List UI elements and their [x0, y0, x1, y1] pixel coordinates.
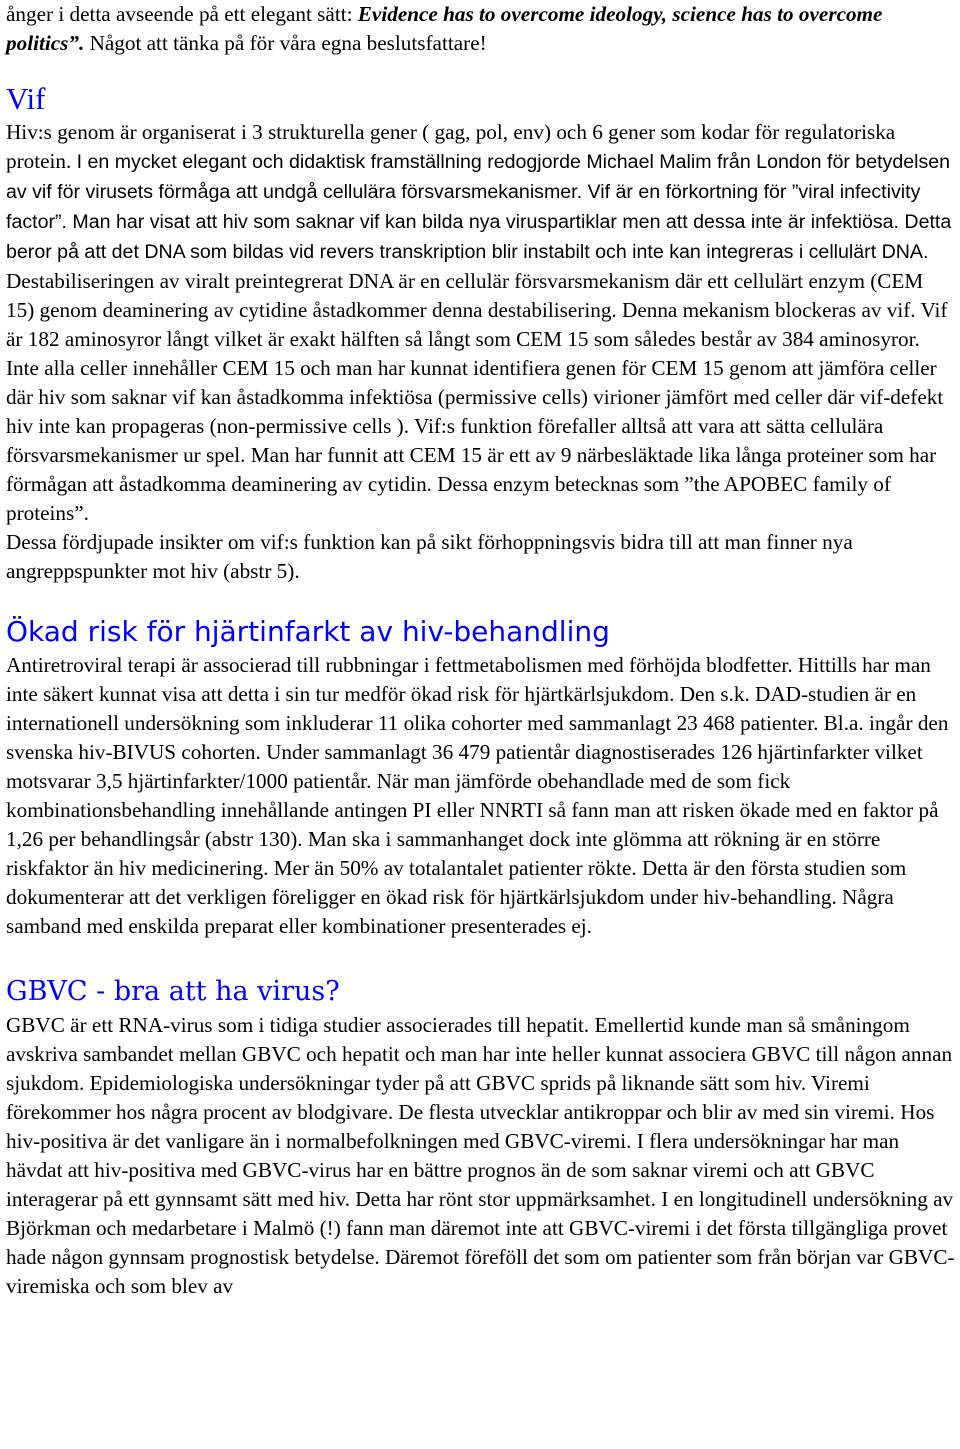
vif-paragraph [6, 118, 956, 528]
vif-text-serif-2: Destabiliseringen av viralt preintegrerat DNA är en cellulär försvarsmekanism där ett cellulärt enzym (CEM 15) genom deaminering av cytidine åstadkommer denna destabilisering. Denna mekanism blockeras av vif. Vif är 182 aminosyror långt vilket är exakt hälften så långt som CEM 15 som således består av 384 aminosyror. Inte alla celler innehåller CEM 15 och man har kunnat identifiera genen för CEM 15 genom att jämföra celler där hiv som saknar vif kan åstadkomma infektiösa (permissive cells) virioner jämfört med celler där vif-defekt hiv inte kan propageras (non-permissive cells ). Vif:s funktion förefaller alltså att vara att sätta cellulära försvarsmekanismer ur spel. Man har funnit att CEM 15 är ett av 9 närbesläktade lika långa proteiner som har förmågan att åstadkomma deaminering av cytidin. Dessa enzym betecknas som ”the APOBEC family of proteins”. [6, 269, 948, 525]
vif-paragraph-2: Dessa fördjupade insikter om vif:s funktion kan på sikt förhoppningsvis bidra till att man finner nya angreppspunkter mot hiv (abstr 5). [6, 530, 853, 583]
intro-text-end: Något att tänka på för våra egna beslutsfattare! [84, 31, 487, 55]
vif-text-sans: I en mycket elegant och didaktisk framställning redogjorde Michael Malim från London för betydelsen av vif för virusets förmåga att undgå cellulära försvarsmekanismer. Vif är en förkortning för ”viral infectivity factor”. Man har visat att hiv som saknar vif kan bilda nya viruspartiklar men att dessa inte är infektiösa. Detta beror på att det DNA som bildas vid revers transkription blir instabilt och inte kan integreras i cellulärt DNA. [6, 151, 952, 263]
vif-text-serif-1: Hiv:s genom är organiserat i 3 strukturella gener ( gag, pol, env) och 6 gener som kodar för regulatoriska protein. [6, 120, 896, 173]
intro-text-start: ånger i detta avseende på ett elegant sätt: [6, 2, 358, 26]
intro-paragraph [6, 0, 956, 58]
gbvc-heading: GBVC - bra att ha virus? [6, 976, 340, 1007]
risk-heading: Ökad risk för hjärtinfarkt av hiv-behandling [6, 615, 610, 648]
risk-paragraph: Antiretroviral terapi är associerad till rubbningar i fettmetabolismen med förhöjda blodfetter. Hittills har man inte säkert kunnat visa att detta i sin tur medför ökad risk för hjärtkärlsjukdom. Den s.k. DAD-studien är en internationell undersökning som inkluderar 11 olika cohorter med sammanlagt 23 468 patienter. Bl.a. ingår den svenska hiv-BIVUS cohorten. Under sammanlagt 36 479 patientår diagnostiserades 126 hjärtinfarkter vilket motsvarar 3,5 hjärtinfarkter/1000 patientår. När man jämförde obehandlade med de som fick kombinationsbehandling innehållande antingen PI eller NNRTI så fann man att risken ökade med en faktor på 1,26 per behandlingsår (abstr 130). Man ska i sammanhanget dock inte glömma att rökning är en större riskfaktor än hiv medicinering. Mer än 50% av totalantalet patienter rökte. Detta är den första studien som dokumenterar att det verkligen föreligger en ökad risk för hjärtkärlsjukdom under hiv-behandling. Några samband med enskilda preparat eller kombinationer presenterades ej. [6, 653, 949, 938]
vif-heading: Vif [6, 81, 46, 116]
gbvc-paragraph: GBVC är ett RNA-virus som i tidiga studier associerades till hepatit. Emellertid kunde man så småningom avskriva sambandet mellan GBVC och hepatit och man har inte heller kunnat associera GBVC till någon annan sjukdom. Epidemiologiska undersökningar tyder på att GBVC sprids på liknande sätt som hiv. Viremi förekommer hos några procent av blodgivare. De flesta utvecklar antikroppar och blir av med sin viremi. Hos hiv-positiva är det vanligare än i normalbefolkningen med GBVC-viremi. I flera undersökningar har man hävdat att hiv-positiva med GBVC-virus har en bättre prognos än de som saknar viremi och att GBVC interagerar på ett gynnsamt sätt med hiv. Detta har rönt stor uppmärksamhet. I en longitudinell undersökning av Björkman och medarbetare i Malmö (!) fann man däremot inte att GBVC-viremi i det första tillgängliga provet hade någon gynnsam prognostisk betydelse. Däremot föreföll det som om patienter som från början var GBVC-viremiska och som blev av [6, 1013, 955, 1298]
intro-emphasis-quote: Evidence has to overcome ideology, science has to overcome politics”. [6, 2, 883, 55]
